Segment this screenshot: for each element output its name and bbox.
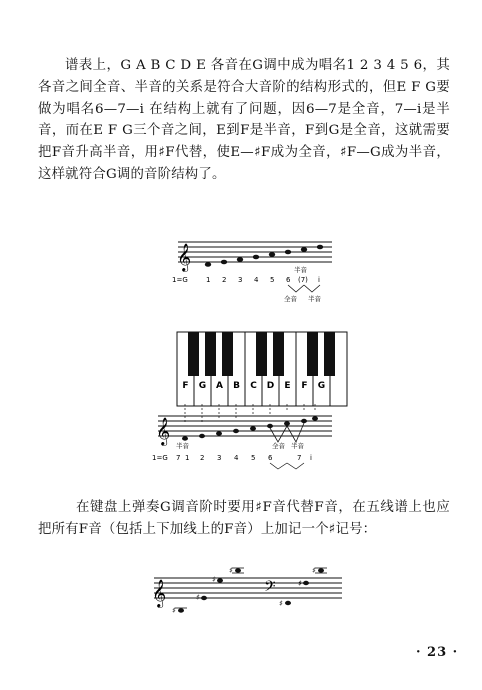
sharp-icon: ♯ xyxy=(212,575,216,584)
scale-degree: 4 xyxy=(254,276,259,284)
white-key-label: E xyxy=(284,381,291,391)
scale-degree: 6 xyxy=(268,454,273,462)
paragraph-sharp-notation: 在键盘上弹奏G调音阶时要用♯F音代替F音，在五线谱上也应把所有F音（包括上下加线上的F音）上加记一个♯记号： xyxy=(38,500,450,537)
white-key-label: F xyxy=(301,381,308,391)
scale-degree: (7) xyxy=(298,276,308,284)
staff-figure-sharp-f xyxy=(148,560,348,616)
treble-clef-icon: 𝄞 xyxy=(156,417,171,445)
scale-degree: 1 xyxy=(185,454,190,462)
white-key-label: F xyxy=(182,381,189,391)
scale-degree: 7 xyxy=(176,454,181,462)
page-number: · 23 · xyxy=(416,645,459,660)
key-label-1g: 1=G xyxy=(172,276,188,284)
scale-degree: 2 xyxy=(200,454,205,462)
treble-clef-icon: 𝄞 xyxy=(177,243,192,271)
whole-tone-label: 全音 xyxy=(284,295,297,303)
staff-figure-keyboard-mapping xyxy=(150,404,350,472)
piano-keyboard-diagram xyxy=(175,330,361,408)
white-key-label: D xyxy=(266,381,275,391)
sharp-icon: ♯ xyxy=(229,566,233,575)
scale-degree: 4 xyxy=(234,454,239,462)
sharp-icon: ♯ xyxy=(279,599,283,608)
key-label-1g: 1=G xyxy=(152,454,168,462)
scale-degree: 3 xyxy=(217,454,222,462)
paragraph-g-scale-explanation: 谱表上，G A B C D E 各音在G调中成为唱名1 2 3 4 5 6，其各音之间全音、半音的关系是符合大音阶的结构形式的，但E F G要做为唱名6—7—i 在结构上就有了问题，因6—7是全音，7—i是半音，而在E F G三个音之间，E到F是半音，F到G是全音，这就需要把F音升高半音，用♯F代替，使E—♯F成为全音，♯F—G成为半音，这样就符合G调的音阶结构了。 xyxy=(38,58,450,182)
whole-tone-label: 全音 xyxy=(272,442,285,450)
scale-degree: 3 xyxy=(238,276,243,284)
scale-degree: i xyxy=(318,276,320,284)
staff-figure-g-scale xyxy=(170,232,340,304)
scale-degree: i xyxy=(310,454,312,462)
scale-degree: 2 xyxy=(222,276,227,284)
bass-clef-icon: 𝄢 xyxy=(264,578,276,599)
semitone-label-bottom: 半音 xyxy=(308,295,321,303)
scale-degree: 5 xyxy=(270,276,275,284)
sharp-icon: ♯ xyxy=(196,593,200,602)
white-key-label: G xyxy=(317,381,326,391)
scale-degree: 7 xyxy=(297,454,302,462)
white-key-label: B xyxy=(233,381,240,391)
white-key-label: A xyxy=(216,381,223,391)
sharp-icon: ♯ xyxy=(298,579,302,588)
scale-degree: 5 xyxy=(251,454,256,462)
semitone-label-left: 半音 xyxy=(176,442,189,450)
semitone-label-top: 半音 xyxy=(294,266,307,274)
sharp-icon: ♯ xyxy=(312,566,316,575)
treble-clef-icon: 𝄞 xyxy=(152,579,167,607)
scale-degree: 6 xyxy=(286,276,291,284)
white-key-label: C xyxy=(250,381,257,391)
scale-degree: 1 xyxy=(206,276,211,284)
semitone-label-right: 半音 xyxy=(291,442,304,450)
white-key-label: G xyxy=(198,381,207,391)
sharp-icon: ♯ xyxy=(172,606,176,615)
